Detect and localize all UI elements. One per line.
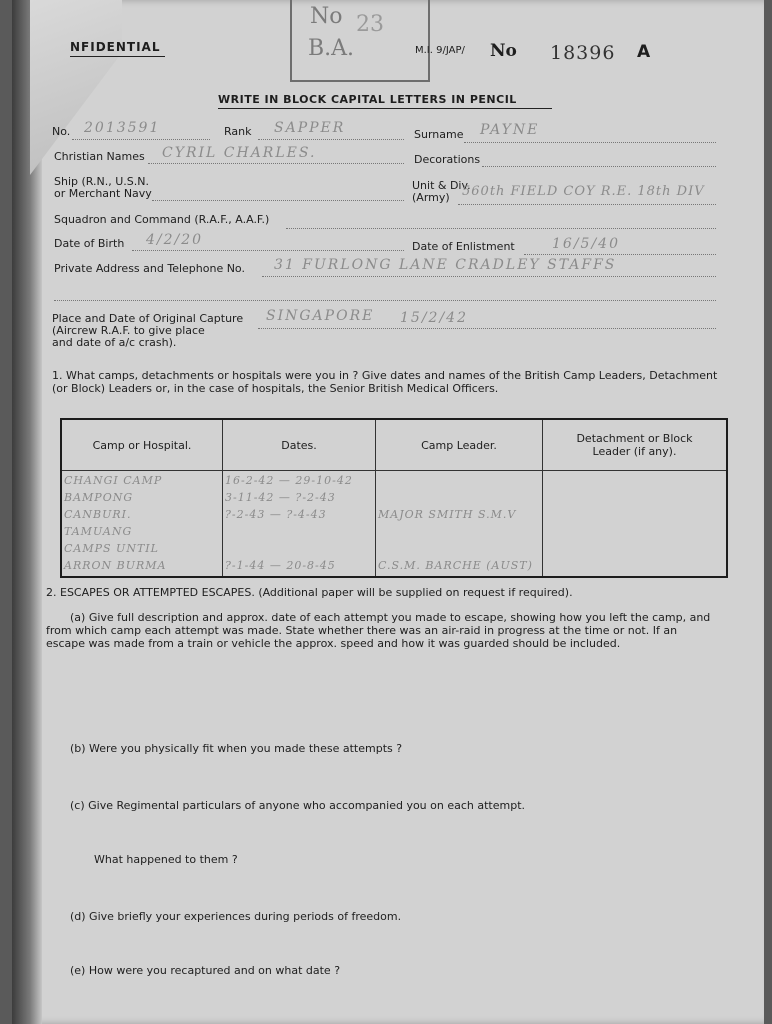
q1-text-line1: 1. What camps, detachments or hospitals were you in ? Give dates and names of the British Camp Leaders, Detachment — [52, 369, 718, 382]
date-entry: ?-2-43 — ?-4-43 — [225, 508, 327, 521]
no-dotline — [72, 139, 210, 140]
instruction-heading: WRITE IN BLOCK CAPITAL LETTERS IN PENCIL — [218, 93, 517, 106]
leader-entry — [376, 539, 542, 556]
q2e-text: (e) How were you recaptured and on what date ? — [70, 964, 341, 977]
capture-label-line3: and date of a/c crash). — [52, 336, 177, 349]
col-detachment-line2: Leader (if any). — [592, 445, 677, 458]
capture-place-value: SINGAPORE — [266, 308, 375, 324]
leader-entry — [376, 471, 542, 488]
camp-entry: CHANGI CAMP — [64, 474, 163, 487]
dob-value: 4/2/20 — [146, 232, 204, 248]
q2a-text-line2: from which camp each attempt was made. State whether there was an air-raid in progress at the time or not. If an — [46, 624, 678, 637]
ship-label-line2: or Merchant Navy — [54, 187, 152, 200]
capture-label-line1: Place and Date of Original Capture — [52, 312, 244, 325]
leader-entry — [376, 522, 542, 539]
q2a-text-line3: escape was made from a train or vehicle the approx. speed and how it was guarded should be included. — [46, 637, 621, 650]
camp-entry: CANBURI. — [64, 508, 132, 521]
folder-flap — [30, 0, 122, 175]
camp-entry: CAMPS UNTIL — [64, 542, 159, 555]
enlistment-label: Date of Enlistment — [412, 240, 515, 253]
dob-dotline — [132, 250, 404, 251]
capture-date-value: 15/2/42 — [400, 310, 468, 326]
unit-dotline — [458, 204, 716, 205]
q2d-text: (d) Give briefly your experiences during periods of freedom. — [70, 910, 402, 923]
surname-value: PAYNE — [480, 122, 540, 138]
unit-label-line2: (Army) — [412, 191, 450, 204]
rank-value: SAPPER — [274, 120, 346, 136]
decorations-label: Decorations — [414, 153, 481, 166]
q2a-text-line1: (a) Give full description and approx. date of each attempt you made to escape, showing how you left the camp, and — [70, 611, 711, 624]
q2b-text: (b) Were you physically fit when you made these attempts ? — [70, 742, 403, 755]
ship-dotline — [152, 200, 404, 201]
christian-dotline — [148, 163, 404, 164]
address-value: 31 FURLONG LANE CRADLEY STAFFS — [274, 257, 617, 273]
camps-table — [60, 418, 728, 578]
unit-label-line1: Unit & Div. — [412, 179, 471, 192]
christian-names-value: CYRIL CHARLES. — [162, 145, 317, 161]
leader-cell — [376, 471, 543, 578]
surname-dotline — [464, 142, 716, 143]
date-entry: ?-1-44 — 20-8-45 — [225, 559, 336, 572]
date-entry: 3-11-42 — ?-2-43 — [225, 491, 336, 504]
ship-label-line1: Ship (R.N., U.S.N. — [54, 175, 149, 188]
form-number: 18396 — [550, 42, 616, 64]
rank-label: Rank — [224, 125, 252, 138]
q2-heading: 2. ESCAPES OR ATTEMPTED ESCAPES. (Additional paper will be supplied on request if required). — [46, 586, 573, 599]
capture-dotline — [258, 328, 716, 329]
service-number-value: 2013591 — [84, 120, 161, 136]
detachment-cell — [543, 471, 728, 578]
unit-value: 560th FIELD COY R.E. 18th DIV — [462, 184, 705, 199]
rank-dotline — [258, 139, 404, 140]
leader-entry — [376, 488, 542, 505]
col-detachment-header — [543, 419, 728, 471]
date-entry — [223, 522, 375, 539]
address-dotline-2 — [54, 300, 716, 301]
enlistment-value: 16/5/40 — [552, 236, 620, 252]
christian-names-label: Christian Names — [54, 150, 145, 163]
dates-cell — [223, 471, 376, 578]
camps-table-header — [61, 419, 727, 471]
stamp-no: No — [310, 4, 343, 29]
col-camp-header: Camp or Hospital. — [61, 419, 223, 471]
number-label: No — [490, 41, 517, 61]
no-label: No. — [52, 125, 71, 138]
decorations-dotline — [482, 166, 716, 167]
col-leader-header: Camp Leader. — [376, 419, 543, 471]
instruction-underline — [218, 108, 552, 109]
q2c-text: (c) Give Regimental particulars of anyone who accompanied you on each attempt. — [70, 799, 526, 812]
leader-entry: MAJOR SMITH S.M.V — [378, 508, 517, 521]
registry-stamp — [290, 0, 430, 82]
address-label: Private Address and Telephone No. — [54, 262, 245, 275]
confidential-label: NFIDENTIAL — [70, 40, 161, 54]
enlistment-dotline — [524, 254, 716, 255]
stamp-number: 23 — [356, 12, 384, 37]
form-page — [12, 0, 764, 1024]
q1-text-line2: (or Block) Leaders or, in the case of hospitals, the Senior British Medical Officers. — [52, 382, 499, 395]
series-letter: A — [637, 42, 651, 62]
dob-label: Date of Birth — [54, 237, 125, 250]
date-entry: 16-2-42 — 29-10-42 — [225, 474, 353, 487]
col-detachment-line1: Detachment or Block — [576, 432, 693, 445]
camp-entry: TAMUANG — [64, 525, 133, 538]
squadron-dotline — [286, 228, 716, 229]
camp-cell — [61, 471, 223, 578]
camp-entry: BAMPONG — [64, 491, 134, 504]
address-dotline — [262, 276, 716, 277]
squadron-label: Squadron and Command (R.A.F., A.A.F.) — [54, 213, 270, 226]
confidential-underline — [70, 56, 165, 57]
col-dates-header: Dates. — [223, 419, 376, 471]
stamp-ba: B.A. — [308, 36, 355, 61]
reference-code: M.I. 9/JAP/ — [415, 45, 465, 56]
q2c-followup-text: What happened to them ? — [94, 853, 238, 866]
capture-label-line2: (Aircrew R.A.F. to give place — [52, 324, 205, 337]
camp-entry: ARRON BURMA — [64, 559, 167, 572]
surname-label: Surname — [414, 128, 464, 141]
leader-entry: C.S.M. BARCHE (AUST) — [378, 559, 533, 572]
date-entry — [223, 539, 375, 556]
camps-table-row — [61, 471, 727, 578]
